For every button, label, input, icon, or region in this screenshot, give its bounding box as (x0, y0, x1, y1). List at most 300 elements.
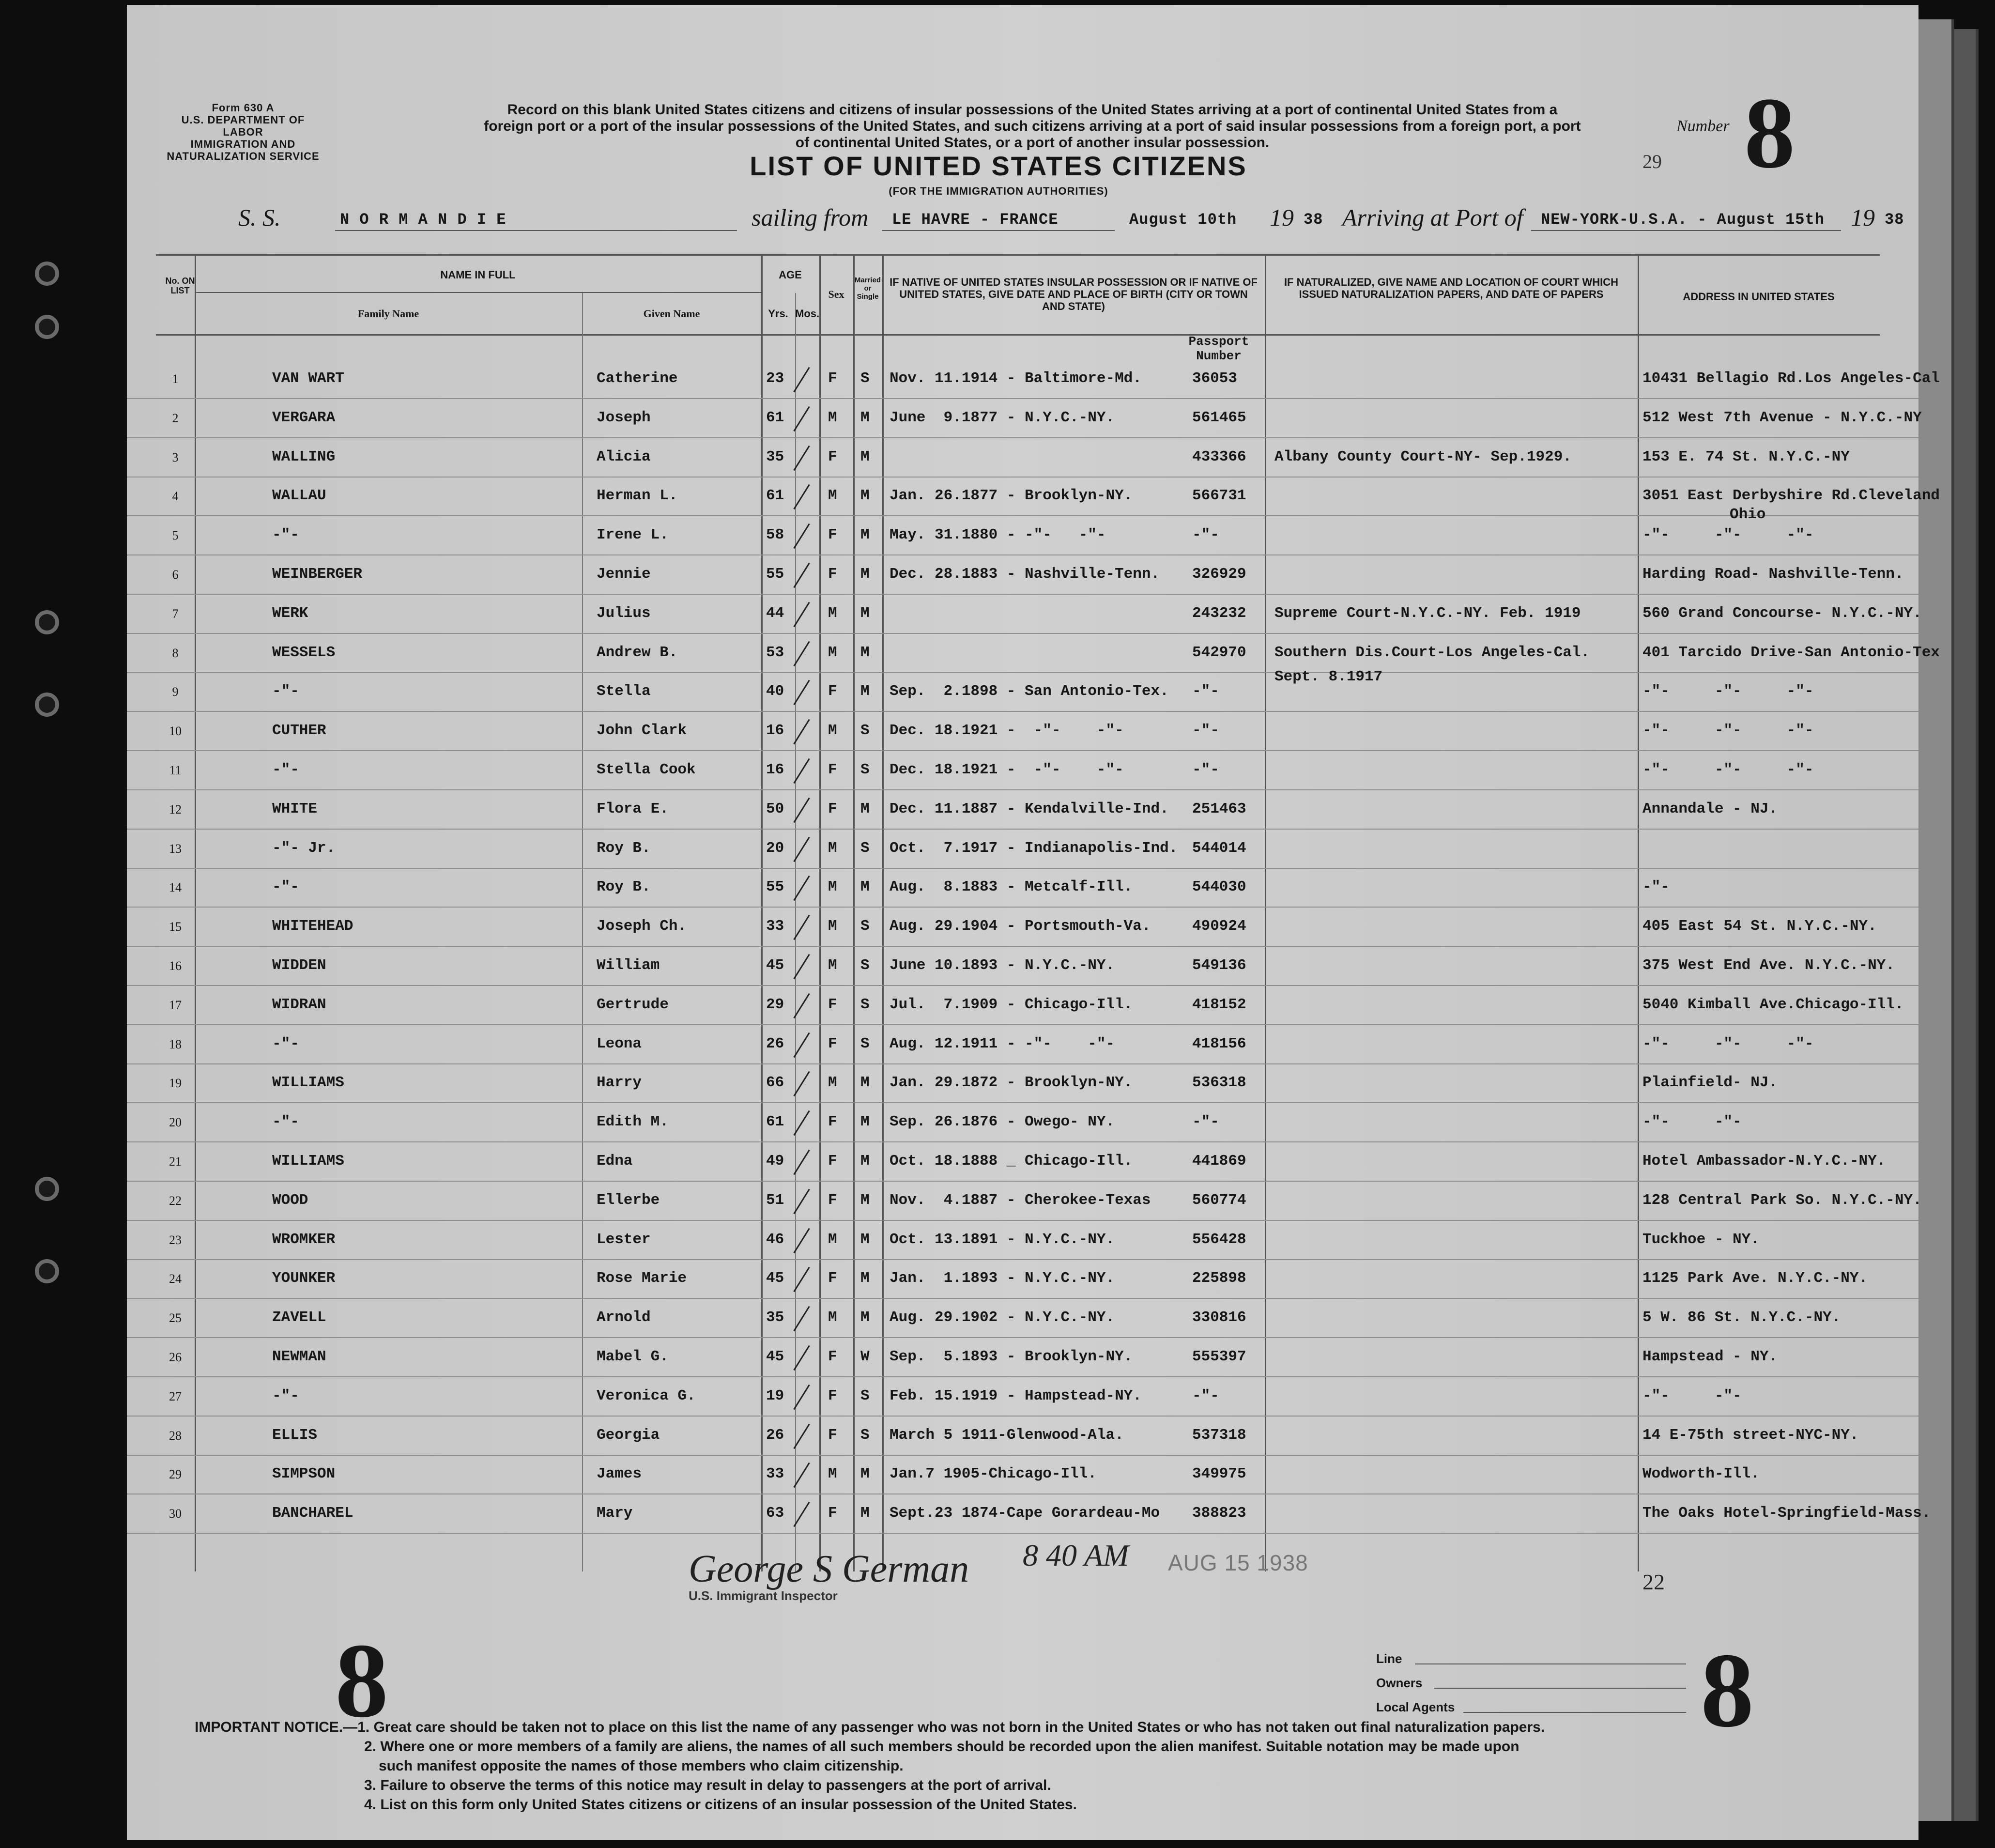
checkmark-icon (793, 1502, 810, 1527)
cell-sex: F (828, 1348, 837, 1365)
notice-item-2: 2. Where one or more members of a family are aliens, the names of all such members should be recorded upon the alien manifest. Suitable notation may be made upon (364, 1739, 1519, 1755)
cell-sex: F (828, 1505, 837, 1522)
cell-birth: Sep. 26.1876 - Owego- NY. (890, 1113, 1115, 1131)
cell-passport: 441869 (1192, 1153, 1246, 1170)
cell-passport: 388823 (1192, 1505, 1246, 1522)
sailing-label: sailing from (752, 204, 869, 231)
row-number: 11 (169, 763, 182, 777)
cell-address: 128 Central Park So. N.Y.C.-NY. (1642, 1191, 1922, 1209)
cell-address: -"- -"- -"- (1642, 722, 1814, 739)
cell-family: NEWMAN (272, 1348, 326, 1365)
cell-birth: Dec. 18.1921 - -"- -"- (890, 761, 1124, 778)
agents-field (1463, 1712, 1686, 1713)
cell-age: 45 (766, 1348, 784, 1365)
cell-age: 53 (766, 644, 784, 661)
row-rule (127, 1533, 1918, 1534)
cell-sex: M (828, 1465, 837, 1483)
cell-passport: 556428 (1192, 1231, 1246, 1248)
form-number: Form 630 A (212, 102, 275, 114)
cell-sex: M (828, 1231, 837, 1248)
cell-ms: S (860, 918, 870, 935)
cell-given: Alicia (597, 448, 651, 465)
row-rule (127, 1376, 1918, 1377)
cell-age: 35 (766, 1309, 784, 1326)
cell-ms: M (860, 1231, 870, 1248)
cell-age: 63 (766, 1505, 784, 1522)
table-row (127, 1263, 1918, 1302)
table-row (127, 715, 1918, 754)
row-number: 21 (169, 1155, 182, 1169)
row-number: 23 (169, 1232, 182, 1247)
checkmark-icon (793, 954, 810, 979)
table-row (127, 1341, 1918, 1380)
cell-sex: F (828, 370, 837, 387)
cell-family: SIMPSON (272, 1465, 336, 1483)
form-subtitle: (FOR THE IMMIGRATION AUTHORITIES) (889, 185, 1108, 197)
cell-given: Edith M. (597, 1113, 669, 1131)
manifest-sheet (127, 5, 1940, 1840)
binder-hole-icon (35, 1177, 59, 1201)
cell-family: WALLAU (272, 487, 326, 505)
row-number: 13 (169, 841, 182, 856)
cell-sex: M (828, 839, 837, 857)
checkmark-icon (793, 367, 810, 392)
cell-age: 45 (766, 1270, 784, 1287)
cell-address: 375 West End Ave. N.Y.C.-NY. (1642, 957, 1895, 974)
form-instructions (427, 102, 1638, 151)
cell-passport: 418152 (1192, 996, 1246, 1013)
important-notice (195, 1718, 1889, 1815)
cell-ms: M (860, 1074, 870, 1092)
sailing-year: 38 (1304, 211, 1323, 229)
cell-family: WIDRAN (272, 996, 326, 1013)
cell-passport: 418156 (1192, 1035, 1246, 1052)
cell-age: 45 (766, 957, 784, 974)
cell-passport: 349975 (1192, 1465, 1246, 1483)
row-number: 9 (172, 685, 179, 699)
sailing-port: LE HAVRE - FRANCE (892, 211, 1059, 229)
table-row (127, 872, 1918, 910)
cell-family: ELLIS (272, 1426, 318, 1444)
form-dept: U.S. DEPARTMENT OF LABOR (181, 114, 305, 138)
owners-field (1434, 1688, 1686, 1689)
cell-address: 10431 Bellagio Rd.Los Angeles-Cal (1642, 370, 1940, 387)
row-number: 16 (169, 959, 182, 973)
table-row (127, 1185, 1922, 1224)
cell-given: Georgia (597, 1426, 660, 1444)
arrival-port: NEW-YORK-U.S.A. - August 15th (1541, 211, 1825, 229)
cell-ms: M (860, 1505, 870, 1522)
cell-address: -"- -"- (1642, 1387, 1742, 1404)
port-underline (882, 230, 1115, 231)
cell-address: 14 E-75th street-NYC-NY. (1642, 1426, 1859, 1444)
line-field (1415, 1663, 1686, 1664)
cell-sex: M (828, 604, 837, 622)
cell-passport: -"- (1192, 761, 1219, 778)
cell-family: -"- (272, 683, 299, 700)
cell-sex: F (828, 1191, 837, 1209)
cell-address: Harding Road- Nashville-Tenn. (1642, 566, 1904, 583)
cell-family: WILLIAMS (272, 1153, 344, 1170)
table-row (127, 794, 1918, 832)
cell-ms: S (860, 370, 870, 387)
table-row (127, 1067, 1918, 1106)
header-family-name: Family Name (357, 308, 419, 320)
cell-birth: Dec. 28.1883 - Nashville-Tenn. (890, 566, 1160, 583)
form-title: LIST OF UNITED STATES CITIZENS (750, 151, 1247, 181)
cell-sex: M (828, 722, 837, 739)
cell-address: 405 East 54 St. N.Y.C.-NY. (1642, 918, 1877, 935)
cell-passport: 225898 (1192, 1270, 1246, 1287)
cell-passport: -"- (1192, 526, 1219, 544)
cell-birth: Nov. 4.1887 - Cherokee-Texas (890, 1191, 1151, 1209)
cell-given: Harry (597, 1074, 642, 1092)
checkmark-icon (793, 1423, 810, 1448)
cell-given: Catherine (597, 370, 678, 387)
table-row (127, 1302, 1918, 1341)
cell-birth: Dec. 18.1921 - -"- -"- (890, 722, 1124, 739)
cell-family: WHITE (272, 800, 318, 817)
cell-birth: Oct. 7.1917 - Indianapolis-Ind. (890, 839, 1178, 857)
row-rule (127, 1181, 1918, 1182)
cell-address: Plainfield- NJ. (1642, 1074, 1778, 1092)
row-number: 7 (172, 606, 179, 621)
cell-given: Joseph (597, 409, 651, 426)
cell-ms: M (860, 1113, 870, 1131)
form-service-2: NATURALIZATION SERVICE (167, 150, 320, 162)
checkmark-icon (793, 719, 810, 744)
cell-ms: S (860, 1426, 870, 1444)
cell-address: Tuckhoe - NY. (1642, 1231, 1760, 1248)
table-row (127, 1498, 1931, 1537)
instructions-line-1: Record on this blank United States citizens and citizens of insular possessions of the United States arriving at a port of continental United States from a (507, 102, 1558, 118)
row-rule (127, 1259, 1918, 1260)
cell-given: Stella Cook (597, 761, 696, 778)
table-row (127, 598, 1922, 637)
table-header-rule (156, 334, 1880, 336)
sailing-date: August 10th (1129, 211, 1237, 229)
cell-family: WALLING (272, 448, 336, 465)
row-number: 12 (169, 802, 182, 816)
arrival-date-stamp: AUG 15 1938 (1168, 1550, 1308, 1575)
row-number: 20 (169, 1115, 182, 1130)
cell-age: 33 (766, 918, 784, 935)
cell-court: Albany County Court-NY- Sep.1929. (1274, 448, 1572, 465)
cell-passport: -"- (1192, 1113, 1219, 1131)
cell-age: 16 (766, 761, 784, 778)
cell-family: WEINBERGER (272, 566, 363, 583)
checkmark-icon (793, 798, 810, 823)
cell-passport: 544014 (1192, 839, 1246, 857)
cell-address: 401 Tarcido Drive-San Antonio-Tex (1642, 644, 1940, 661)
cell-family: WILLIAMS (272, 1074, 344, 1092)
table-row (127, 442, 1918, 480)
header-age-months: Mos. (795, 308, 820, 320)
form-id-block (166, 102, 321, 162)
binder-hole-icon (35, 315, 59, 339)
owners-label: Owners (1376, 1676, 1423, 1690)
checkmark-icon (793, 406, 810, 431)
cell-birth: Sept.23 1874-Cape Gorardeau-Mo (890, 1505, 1160, 1522)
cell-sex: F (828, 800, 837, 817)
cell-age: 55 (766, 878, 784, 896)
row-number: 2 (172, 411, 179, 425)
cell-family: -"- (272, 878, 299, 896)
checkmark-icon (793, 1463, 810, 1488)
cell-sex: F (828, 526, 837, 544)
cell-age: 55 (766, 566, 784, 583)
table-row (127, 1381, 1918, 1419)
cell-passport: 544030 (1192, 878, 1246, 896)
table-row (127, 833, 1918, 872)
header-name-in-full: NAME IN FULL (440, 269, 516, 281)
cell-birth: June 10.1893 - N.Y.C.-NY. (890, 957, 1115, 974)
table-row (127, 1420, 1918, 1459)
cell-birth: Nov. 11.1914 - Baltimore-Md. (890, 370, 1142, 387)
cell-ms: M (860, 1309, 870, 1326)
cell-given: Irene L. (597, 526, 669, 544)
cell-family: -"- (272, 1387, 299, 1404)
cell-given: Roy B. (597, 878, 651, 896)
cell-given: Andrew B. (597, 644, 678, 661)
cell-ms: M (860, 644, 870, 661)
checkmark-icon (793, 602, 810, 627)
cell-passport: 537318 (1192, 1426, 1246, 1444)
cell-sex: M (828, 1074, 837, 1092)
checkmark-icon (793, 1228, 810, 1253)
row-rule (127, 1063, 1918, 1064)
header-age: AGE (779, 269, 802, 281)
name-age-subrule (195, 292, 761, 293)
cell-address: Hotel Ambassador-N.Y.C.-NY. (1642, 1153, 1886, 1170)
row-number: 1 (172, 372, 179, 386)
table-row (127, 911, 1918, 950)
row-rule (127, 985, 1918, 986)
cell-ms: M (860, 487, 870, 505)
cell-birth: Feb. 15.1919 - Hampstead-NY. (890, 1387, 1142, 1404)
address-continuation: Ohio (1730, 506, 1766, 523)
cell-birth: Sep. 2.1898 - San Antonio-Tex. (890, 683, 1169, 700)
cell-address: Wodworth-Ill. (1642, 1465, 1760, 1483)
cell-address: -"- (1642, 878, 1670, 896)
cell-address: 5 W. 86 St. N.Y.C.-NY. (1642, 1309, 1841, 1326)
cell-passport: 326929 (1192, 566, 1246, 583)
cell-sex: F (828, 1426, 837, 1444)
cell-address: 3051 East Derbyshire Rd.Cleveland (1642, 487, 1940, 505)
number-label: Number (1676, 117, 1730, 135)
cell-sex: F (828, 448, 837, 465)
row-number: 28 (169, 1428, 182, 1443)
line-label: Line (1376, 1651, 1402, 1666)
cell-family: BANCHAREL (272, 1505, 353, 1522)
cell-passport: 561465 (1192, 409, 1246, 426)
cell-passport: -"- (1192, 683, 1219, 700)
cell-age: 35 (766, 448, 784, 465)
row-rule (127, 829, 1918, 830)
cell-passport: 330816 (1192, 1309, 1246, 1326)
row-number: 24 (169, 1272, 182, 1286)
cell-family: -"- (272, 761, 299, 778)
cell-age: 23 (766, 370, 784, 387)
checkmark-icon (793, 876, 810, 901)
cell-sex: F (828, 1035, 837, 1052)
row-number: 6 (172, 568, 179, 582)
checkmark-icon (793, 680, 810, 705)
notice-item-1: —1. Great care should be taken not to place on this list the name of any passenger who was not born in the United States or who has not taken out final naturalization papers. (343, 1719, 1545, 1735)
notice-item-4: 4. List on this form only United States citizens or citizens of an insular possession of the United States. (364, 1797, 1077, 1813)
cell-passport: 536318 (1192, 1074, 1246, 1092)
row-rule (127, 1102, 1918, 1103)
cell-sex: F (828, 996, 837, 1013)
cell-sex: M (828, 878, 837, 896)
row-rule (127, 594, 1918, 595)
cell-birth: Jan.7 1905-Chicago-Ill. (890, 1465, 1097, 1483)
table-row (127, 1029, 1918, 1067)
checkmark-icon (793, 1110, 810, 1136)
row-number: 19 (169, 1076, 182, 1091)
cell-family: -"- (272, 526, 299, 544)
row-rule (127, 398, 1918, 399)
cell-age: 33 (766, 1465, 784, 1483)
row-number: 26 (169, 1350, 182, 1364)
court-continuation: Sept. 8.1917 (1274, 668, 1383, 685)
cell-address: 560 Grand Concourse- N.Y.C.-NY. (1642, 604, 1922, 622)
cell-ms: M (860, 566, 870, 583)
cell-age: 66 (766, 1074, 784, 1092)
cell-address: Hampstead - NY. (1642, 1348, 1778, 1365)
table-row (127, 1459, 1918, 1497)
checkmark-icon (793, 915, 810, 940)
checkmark-icon (793, 563, 810, 588)
cell-given: William (597, 957, 660, 974)
cell-birth: Jan. 29.1872 - Brooklyn-NY. (890, 1074, 1133, 1092)
table-row (127, 676, 1918, 715)
cell-ms: M (860, 1465, 870, 1483)
cell-ms: S (860, 761, 870, 778)
checkmark-icon (793, 1267, 810, 1292)
cell-given: Jennie (597, 566, 651, 583)
cell-age: 26 (766, 1035, 784, 1052)
row-number: 30 (169, 1507, 182, 1521)
cell-given: Edna (597, 1153, 633, 1170)
cell-family: WERK (272, 604, 308, 622)
row-number: 18 (169, 1037, 182, 1051)
cell-ms: M (860, 448, 870, 465)
cell-sex: F (828, 761, 837, 778)
cell-birth: Jan. 26.1877 - Brooklyn-NY. (890, 487, 1133, 505)
cell-ms: S (860, 1387, 870, 1404)
arriving-label: Arriving at Port of (1342, 204, 1523, 231)
cell-age: 44 (766, 604, 784, 622)
cell-birth: Jul. 7.1909 - Chicago-Ill. (890, 996, 1133, 1013)
cell-sex: F (828, 1270, 837, 1287)
header-married-single: Married or Single (854, 276, 881, 301)
cell-age: 61 (766, 1113, 784, 1131)
cell-passport: 549136 (1192, 957, 1246, 974)
cell-given: John Clark (597, 722, 687, 739)
row-rule (127, 868, 1918, 869)
cell-address: -"- -"- -"- (1642, 761, 1814, 778)
ship-name: N O R M A N D I E (340, 211, 506, 229)
cell-ms: M (860, 878, 870, 896)
cell-family: VERGARA (272, 409, 336, 426)
header-sex: Sex (828, 288, 844, 300)
cell-passport: -"- (1192, 1387, 1219, 1404)
row-number: 15 (169, 920, 182, 934)
cell-birth: May. 31.1880 - -"- -"- (890, 526, 1106, 544)
binder-hole-icon (35, 262, 59, 286)
checkmark-icon (793, 993, 810, 1018)
form-service: IMMIGRATION AND (190, 138, 296, 150)
instructions-line-2: foreign port or a port of the insular possessions of the United States, and such citizens arriving at a port of said insular possessions from a foreign port, a port (484, 118, 1581, 134)
cell-given: Gertrude (597, 996, 669, 1013)
cell-address: -"- -"- -"- (1642, 1035, 1814, 1052)
cell-family: YOUNKER (272, 1270, 336, 1287)
row-rule (127, 946, 1918, 947)
cell-given: Ellerbe (597, 1191, 660, 1209)
cell-age: 51 (766, 1191, 784, 1209)
cell-birth: Jan. 1.1893 - N.Y.C.-NY. (890, 1270, 1115, 1287)
table-row (127, 637, 1940, 676)
cell-address: -"- -"- (1642, 1113, 1742, 1131)
arrival-year: 38 (1885, 211, 1904, 229)
cell-ms: M (860, 1153, 870, 1170)
checkmark-icon (793, 1071, 810, 1096)
row-rule (127, 437, 1918, 438)
cell-age: 29 (766, 996, 784, 1013)
cell-given: Arnold (597, 1309, 651, 1326)
cell-address: Annandale - NJ. (1642, 800, 1778, 817)
cell-age: 61 (766, 409, 784, 426)
cell-birth: Aug. 12.1911 - -"- -"- (890, 1035, 1115, 1052)
cell-ms: S (860, 996, 870, 1013)
cell-passport: 555397 (1192, 1348, 1246, 1365)
checkmark-icon (793, 524, 810, 549)
row-rule (127, 1337, 1918, 1338)
cell-sex: F (828, 683, 837, 700)
cell-given: Leona (597, 1035, 642, 1052)
row-number: 10 (169, 724, 182, 739)
cell-given: Roy B. (597, 839, 651, 857)
notice-item-2-cont: such manifest opposite the names of those members who claim citizenship. (379, 1758, 904, 1774)
cell-given: Stella (597, 683, 651, 700)
cell-sex: M (828, 409, 837, 426)
cell-family: WROMKER (272, 1231, 336, 1248)
row-number: 25 (169, 1311, 182, 1325)
cell-birth: Aug. 29.1904 - Portsmouth-Va. (890, 918, 1151, 935)
cell-family: WHITEHEAD (272, 918, 353, 935)
list-number-small: 29 (1642, 151, 1662, 172)
checkmark-icon (793, 1189, 810, 1214)
cell-given: Mabel G. (597, 1348, 669, 1365)
table-row (127, 950, 1918, 989)
checkmark-icon (793, 836, 810, 862)
row-rule (127, 750, 1918, 751)
cell-given: Lester (597, 1231, 651, 1248)
cell-birth: Dec. 11.1887 - Kendalville-Ind. (890, 800, 1169, 817)
table-row (127, 989, 1918, 1028)
row-number: 3 (172, 450, 179, 464)
cell-given: Veronica G. (597, 1387, 696, 1404)
cell-family: CUTHER (272, 722, 326, 739)
cell-birth: Aug. 8.1883 - Metcalf-Ill. (890, 878, 1133, 896)
cell-ms: S (860, 957, 870, 974)
cell-ms: M (860, 1270, 870, 1287)
cell-birth: Sep. 5.1893 - Brooklyn-NY. (890, 1348, 1133, 1365)
page-stack-edge-inner (1918, 19, 1954, 1821)
row-number: 29 (169, 1467, 182, 1482)
notice-item-3: 3. Failure to observe the terms of this notice may result in delay to passengers at the port of arrival. (364, 1777, 1051, 1793)
